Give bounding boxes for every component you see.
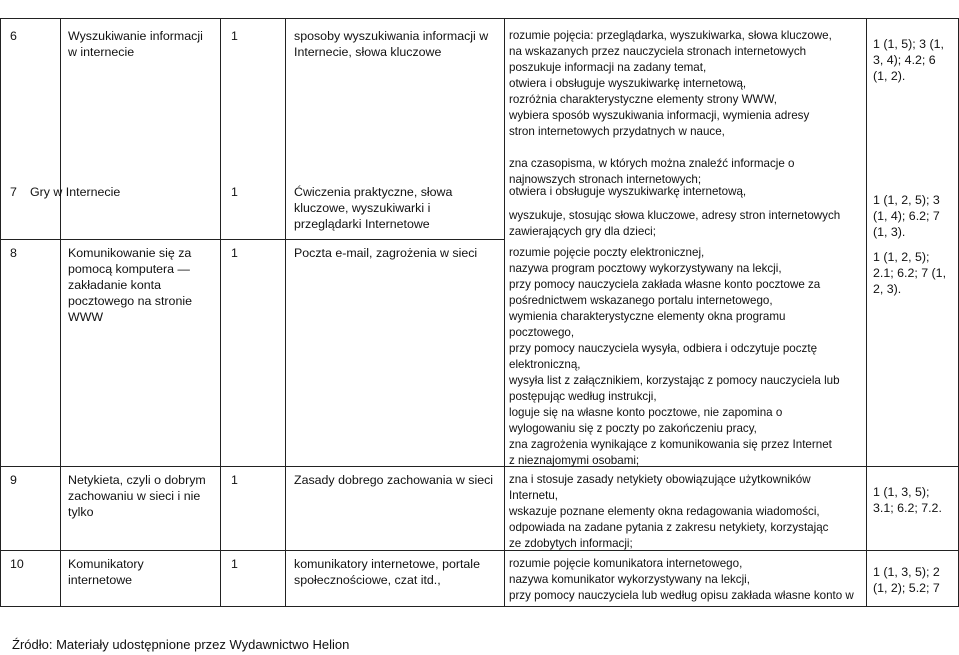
lesson-hours: 1 bbox=[231, 557, 238, 571]
lesson-number: 10 bbox=[10, 557, 24, 571]
column-divider bbox=[285, 18, 286, 607]
curriculum-refs: 1 (1, 5); 3 (1, 3, 4); 4.2; 6 (1, 2). bbox=[873, 37, 944, 83]
lesson-topic: Wyszukiwanie informacji w internecie bbox=[68, 29, 203, 59]
lesson-content: Zasady dobrego zachowania w sieci bbox=[294, 473, 494, 487]
table-top-border bbox=[0, 18, 959, 19]
lesson-topic: Netykieta, czyli o dobrym zachowaniu w sieci i nie tylko bbox=[68, 473, 206, 519]
lesson-hours: 1 bbox=[231, 246, 238, 260]
curriculum-refs: 1 (1, 2, 5); 3 (1, 4); 6.2; 7 (1, 3). bbox=[873, 193, 940, 239]
lesson-content: Poczta e-mail, zagrożenia w sieci bbox=[294, 246, 478, 260]
row-divider bbox=[0, 239, 504, 240]
lesson-hours: 1 bbox=[231, 185, 238, 199]
lesson-number: 8 bbox=[10, 246, 17, 260]
lesson-content: komunikatory internetowe, portale społecznościowe, czat itd., bbox=[294, 557, 480, 587]
learning-outcomes: rozumie pojęcie komunikatora internetowego, nazywa komunikator wykorzystywany na lekcji, przy pomocy nauczyciela lub według opisu zakłada własne konto w bbox=[509, 557, 854, 602]
curriculum-refs: 1 (1, 3, 5); 2 (1, 2); 5.2; 7 bbox=[873, 565, 940, 595]
source-note: Źródło: Materiały udostępnione przez Wydawnictwo Helion bbox=[12, 637, 350, 652]
lesson-topic: Gry w Internecie bbox=[30, 185, 121, 199]
lesson-number: 6 bbox=[10, 29, 17, 43]
lesson-topic: Komunikowanie się za pomocą komputera — zakładanie konta pocztowego na stronie WWW bbox=[68, 246, 192, 324]
lesson-content: Ćwiczenia praktyczne, słowa kluczowe, wyszukiwarki i przeglądarki Internetowe bbox=[294, 185, 453, 231]
learning-outcomes: zna i stosuje zasady netykiety obowiązujące użytkowników Internetu, wskazuje poznane elementy okna redagowania wiadomości, odpowiada na zadane pytania z zakresu netykiety, korzystając ze zdobytych informacji; bbox=[509, 473, 829, 550]
lesson-hours: 1 bbox=[231, 29, 238, 43]
column-divider bbox=[0, 18, 1, 607]
column-divider bbox=[866, 18, 867, 607]
table-bottom-border bbox=[0, 606, 959, 607]
lesson-number: 9 bbox=[10, 473, 17, 487]
lesson-topic: Komunikatory internetowe bbox=[68, 557, 144, 587]
learning-outcomes: rozumie pojęcia: przeglądarka, wyszukiwarka, słowa kluczowe, na wskazanych przez nauczyciela stronach internetowych poszukuje informacji na zadany temat, otwiera i obsługuje wyszukiwarkę internetową, rozróżnia charakterystyczne elementy strony WWW, wybiera sposób wyszukiwania informacji, wymienia adresy stron internetowych przydatnych w nauce, zna czasopisma, w których można znaleźć informacje o najnowszych stronach internetowych; bbox=[509, 29, 832, 186]
learning-outcomes: rozumie pojęcie poczty elektronicznej, nazywa program pocztowy wykorzystywany na lekcji, przy pomocy nauczyciela zakłada własne konto pocztowe za pośrednictwem wskazanego portalu internetowego, wymienia charakterystyczne elementy okna programu pocztowego, przy pomocy nauczyciela wysyła, odbiera i odczytuje pocztę elektroniczną, wysyła list z załącznikiem, korzystając z pomocy nauczyciela lub postępując według instrukcji, loguje się na własne konto pocztowe, nie zapomina o wylogowaniu się z poczty po zakończeniu pracy, zna zagrożenia wynikające z komunikowania się przez Internet z nieznajomymi osobami; bbox=[509, 246, 840, 467]
curriculum-refs: 1 (1, 3, 5); 3.1; 6.2; 7.2. bbox=[873, 485, 942, 515]
column-divider bbox=[504, 18, 505, 607]
lesson-content: sposoby wyszukiwania informacji w Internecie, słowa kluczowe bbox=[294, 29, 489, 59]
column-divider bbox=[60, 18, 61, 607]
lesson-hours: 1 bbox=[231, 473, 238, 487]
learning-outcomes: otwiera i obsługuje wyszukiwarkę internetową, wyszukuje, stosując słowa kluczowe, adresy stron internetowych zawierających gry dla dzieci; bbox=[509, 185, 841, 238]
lesson-number: 7 bbox=[10, 185, 17, 199]
column-divider bbox=[220, 18, 221, 607]
curriculum-refs: 1 (1, 2, 5); 2.1; 6.2; 7 (1, 2, 3). bbox=[873, 250, 947, 296]
